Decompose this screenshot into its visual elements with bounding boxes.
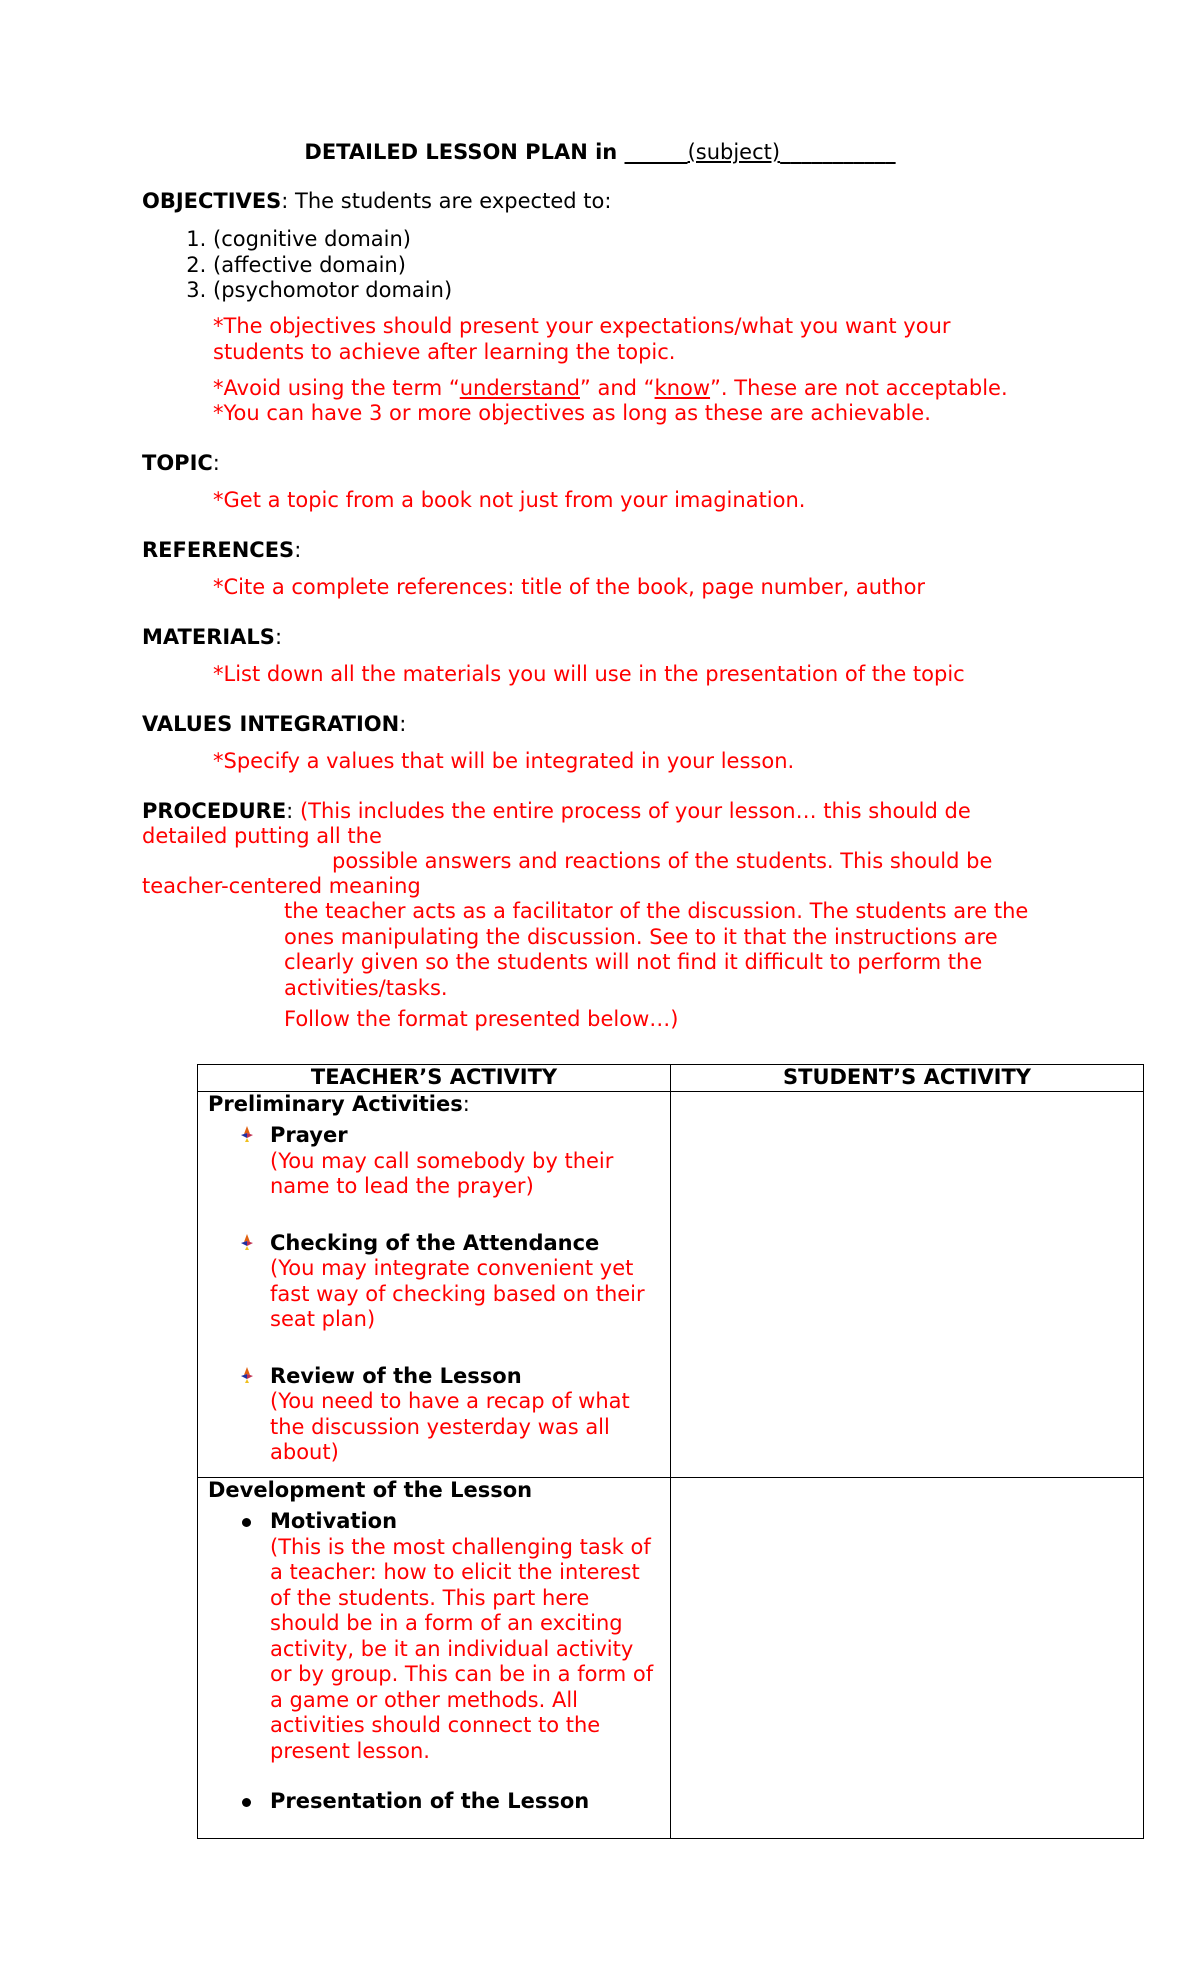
bullet-icon (242, 1798, 251, 1807)
topic-note: *Get a topic from a book not just from your imagination. (213, 488, 806, 512)
values-heading: VALUES INTEGRATION: (142, 712, 407, 736)
procedure-line: teacher-centered meaning (142, 874, 421, 898)
list-item: 2. (affective domain) (213, 253, 452, 279)
objectives-avoid-note: *Avoid using the term “understand” and “know”. These are not acceptable. (213, 376, 1008, 400)
arrow-bullet-icon (238, 1366, 256, 1384)
references-heading: REFERENCES: (142, 538, 302, 562)
teacher-activity-header: TEACHER’S ACTIVITY (198, 1065, 671, 1092)
objectives-heading: OBJECTIVES: The students are expected to: (142, 189, 612, 213)
student-cell-development (671, 1477, 1144, 1838)
student-activity-header: STUDENT’S ACTIVITY (671, 1065, 1144, 1092)
development-cell (198, 1477, 671, 1838)
objectives-note: *The objectives should present your expectations/what you want your students to achieve after learning the topic. (213, 314, 951, 364)
list-item: Presentation of the Lesson (208, 1789, 660, 1815)
development-heading: Development of the Lesson (208, 1477, 533, 1502)
materials-note: *List down all the materials you will use in the presentation of the topic (213, 662, 965, 686)
procedure-follow-note: Follow the format presented below…) (284, 1007, 679, 1031)
procedure-heading: PROCEDURE: (This includes the entire process of your lesson… this should de (142, 799, 971, 823)
list-item: 3. (psychomotor domain) (213, 278, 452, 304)
bullet-icon (242, 1518, 251, 1527)
student-cell-preliminary (671, 1091, 1144, 1477)
procedure-line: detailed putting all the (142, 824, 382, 848)
list-item: Checking of the Attendance (You may integrate convenient yet fast way of checking based on their seat plan) (208, 1231, 660, 1333)
materials-heading: MATERIALS: (142, 625, 283, 649)
procedure-line: possible answers and reactions of the students. This should be (332, 849, 993, 873)
references-note: *Cite a complete references: title of the book, page number, author (213, 575, 926, 599)
arrow-bullet-icon (238, 1125, 256, 1143)
objectives-count-note: *You can have 3 or more objectives as long as these are achievable. (213, 401, 931, 425)
arrow-bullet-icon (238, 1233, 256, 1251)
preliminary-cell (198, 1091, 671, 1477)
list-item: Motivation (This is the most challenging task of a teacher: how to elicit the interest of the students. This part here should be in a form of an exciting activity, be it an individual activity or by group. This can be in a form of a game or other methods. All activities should connect to the present lesson. (208, 1509, 660, 1764)
topic-heading: TOPIC: (142, 451, 220, 475)
list-item: 1. (cognitive domain) (213, 227, 452, 253)
values-note: *Specify a values that will be integrated in your lesson. (213, 749, 795, 773)
list-item: Prayer (You may call somebody by their name to lead the prayer) (208, 1123, 660, 1200)
subject-blank: (subject) (687, 140, 781, 164)
procedure-description: the teacher acts as a facilitator of the discussion. The students are the ones manipulating the discussion. See to it that the instructions are clearly given so the students will not find it difficult to perform the activities/tasks. (284, 899, 1029, 1000)
objectives-list (183, 227, 452, 304)
preliminary-heading: Preliminary Activities: (208, 1091, 470, 1116)
list-item: Review of the Lesson (You need to have a recap of what the discussion yesterday was all about) (208, 1364, 660, 1466)
page-title: DETAILED LESSON PLAN in ______(subject)___________ (304, 140, 896, 164)
activity-table (197, 1064, 1144, 1839)
